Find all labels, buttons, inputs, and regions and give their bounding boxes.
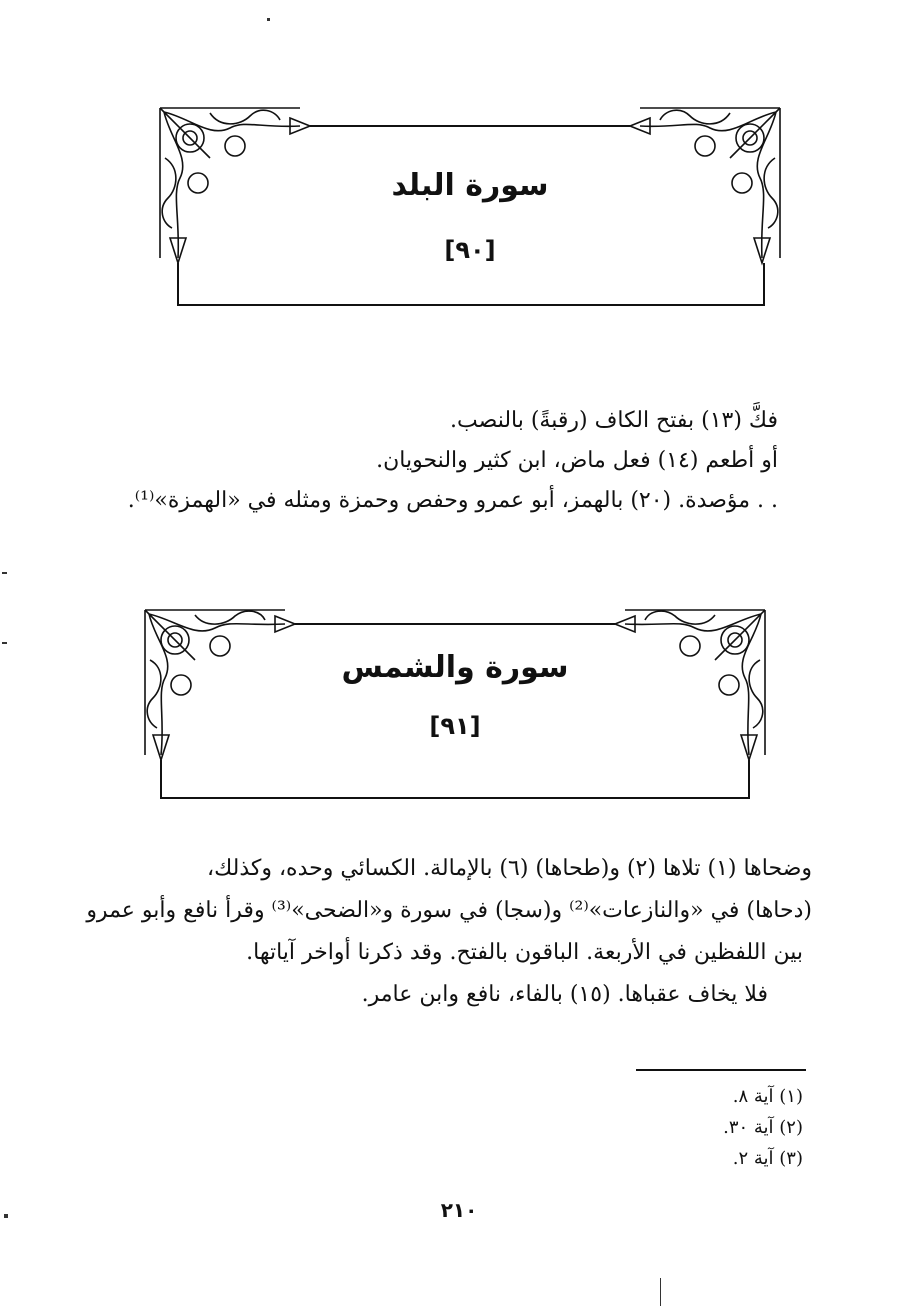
scan-speck (2, 642, 7, 644)
scan-speck (267, 18, 270, 21)
text-line: فكَّ (١٣) بفتح الكاف (رقبةً) بالنصب. (450, 408, 778, 433)
surah-header-frame-90 (150, 98, 790, 313)
text-line: وضحاها (١) تلاها (٢) و(طحاها) (٦) بالإمالة. الكسائي وحده، وكذلك، (206, 856, 812, 881)
scan-speck (4, 1214, 8, 1218)
footnote: (١) آية ٨. (732, 1086, 803, 1107)
surah-header-frame-91 (135, 600, 775, 805)
scan-speck (660, 1278, 661, 1306)
text-line: . . مؤصدة. (٢٠) بالهمز، أبو عمرو وحفص وحمزة ومثله في «الهمزة»⁽¹⁾. (127, 488, 778, 513)
ornamental-frame-icon (135, 600, 775, 805)
footnote: (٣) آية ٢. (732, 1148, 803, 1169)
surah-number: [٩٠] (444, 236, 496, 264)
text-line: بين اللفظين في الأربعة. الباقون بالفتح. وقد ذكرنا أواخر آياتها. (246, 940, 803, 965)
page-number: ٢١٠ (440, 1198, 478, 1222)
ornamental-frame-icon (150, 98, 790, 313)
surah-title: سورة البلد (391, 168, 549, 203)
text-line: أو أطعم (١٤) فعل ماض، ابن كثير والنحويان. (376, 448, 778, 473)
footnote-divider (636, 1069, 806, 1071)
text-line: (دحاها) في «والنازعات»⁽²⁾ و(سجا) في سورة و«الضحى»⁽³⁾ وقرأ نافع وأبو عمرو (86, 898, 812, 923)
surah-title: سورة والشمس (341, 650, 569, 685)
scan-speck (2, 572, 7, 574)
surah-number: [٩١] (429, 712, 481, 740)
footnote: (٢) آية ٣٠. (723, 1117, 803, 1138)
text-line: فلا يخاف عقباها. (١٥) بالفاء، نافع وابن عامر. (361, 982, 768, 1007)
